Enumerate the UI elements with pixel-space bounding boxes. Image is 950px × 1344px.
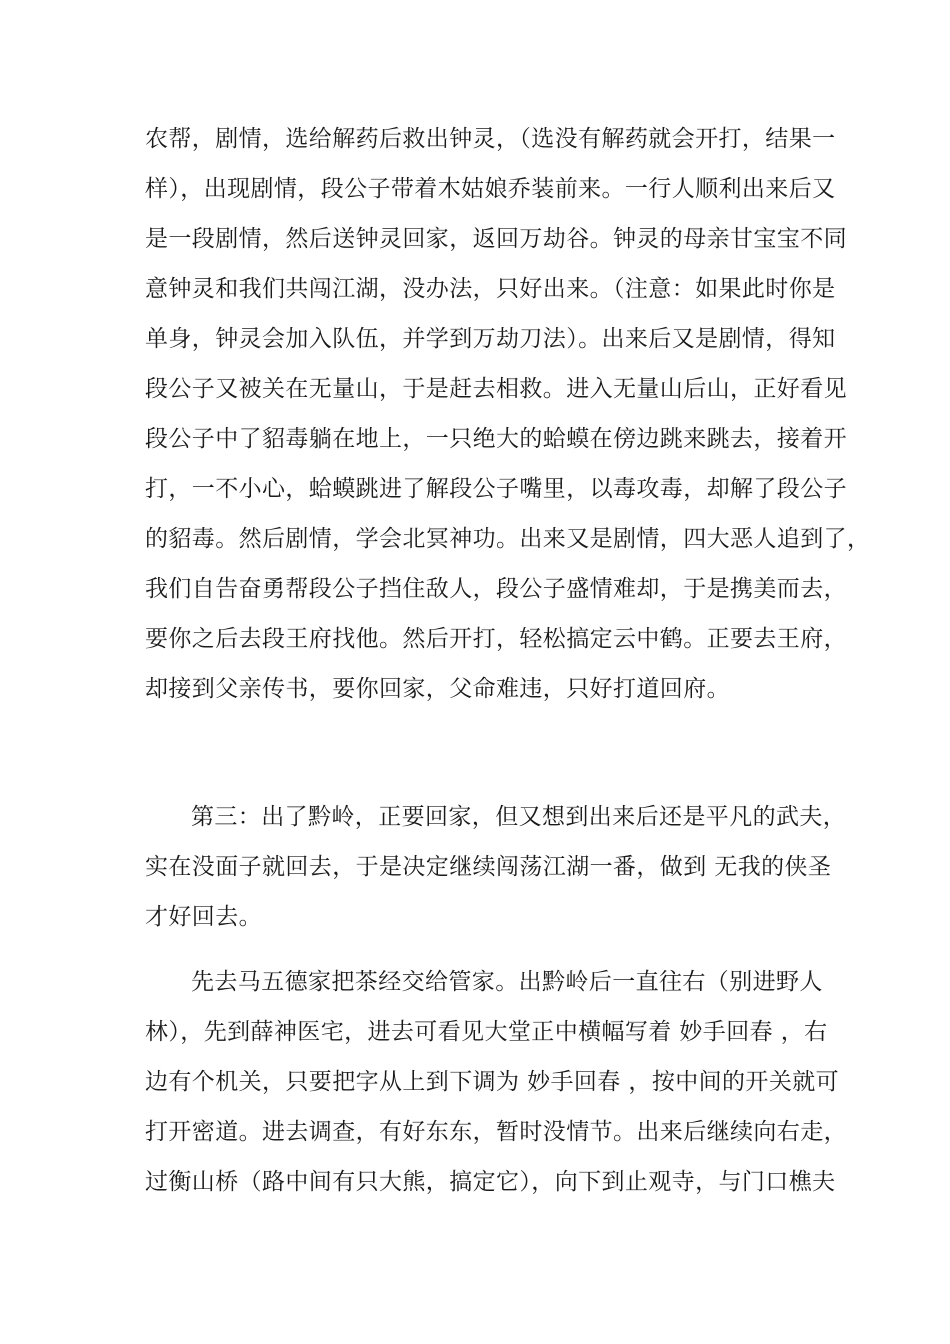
text-line: 打开密道。进去调查，有好东东，暂时没情节。出来后继续向右走， xyxy=(145,1119,847,1145)
text-line: 实在没面子就回去，于是决定继续闯荡江湖一番，做到 无我的侠圣 xyxy=(145,854,832,880)
text-line: 第三：出了黔岭，正要回家，但又想到出来后还是平凡的武夫， xyxy=(191,804,847,830)
text-line: 打，一不小心，蛤蟆跳进了解段公子嘴里，以毒攻毒，却解了段公子 xyxy=(145,476,847,502)
text-line: 才好回去。 xyxy=(145,904,262,930)
text-line: 样），出现剧情，段公子带着木姑娘乔装前来。一行人顺利出来后又 xyxy=(145,176,836,202)
text-line: 单身，钟灵会加入队伍，并学到万劫刀法）。出来后又是剧情，得知 xyxy=(145,326,836,352)
text-line: 却接到父亲传书，要你回家，父命难违，只好打道回府。 xyxy=(145,676,730,702)
text-line: 意钟灵和我们共闯江湖，没办法，只好出来。（注意：如果此时你是 xyxy=(145,276,836,302)
text-line: 林），先到薛神医宅，进去可看见大堂正中横幅写着 妙手回春 ，右 xyxy=(145,1019,828,1045)
text-line: 段公子中了貂毒躺在地上，一只绝大的蛤蟆在傍边跳来跳去，接着开 xyxy=(145,426,847,452)
text-line: 的貂毒。然后剧情，学会北冥神功。出来又是剧情，四大恶人追到了， xyxy=(145,526,871,552)
text-line: 农帮，剧情，选给解药后救出钟灵，（选没有解药就会开打，结果一 xyxy=(145,126,836,152)
text-line: 是一段剧情，然后送钟灵回家，返回万劫谷。钟灵的母亲甘宝宝不同 xyxy=(145,226,847,252)
text-line: 边有个机关，只要把字从上到下调为 妙手回春 ，按中间的开关就可 xyxy=(145,1069,840,1095)
text-line: 过衡山桥（路中间有只大熊，搞定它），向下到止观寺，与门口樵夫 xyxy=(145,1169,836,1195)
text-line: 我们自告奋勇帮段公子挡住敌人，段公子盛情难却，于是携美而去， xyxy=(145,576,847,602)
text-line: 要你之后去段王府找他。然后开打，轻松搞定云中鹤。正要去王府， xyxy=(145,626,847,652)
text-line: 先去马五德家把茶经交给管家。出黔岭后一直往右（别进野人 xyxy=(191,969,823,995)
text-line: 段公子又被关在无量山，于是赶去相救。进入无量山后山，正好看见 xyxy=(145,376,847,402)
